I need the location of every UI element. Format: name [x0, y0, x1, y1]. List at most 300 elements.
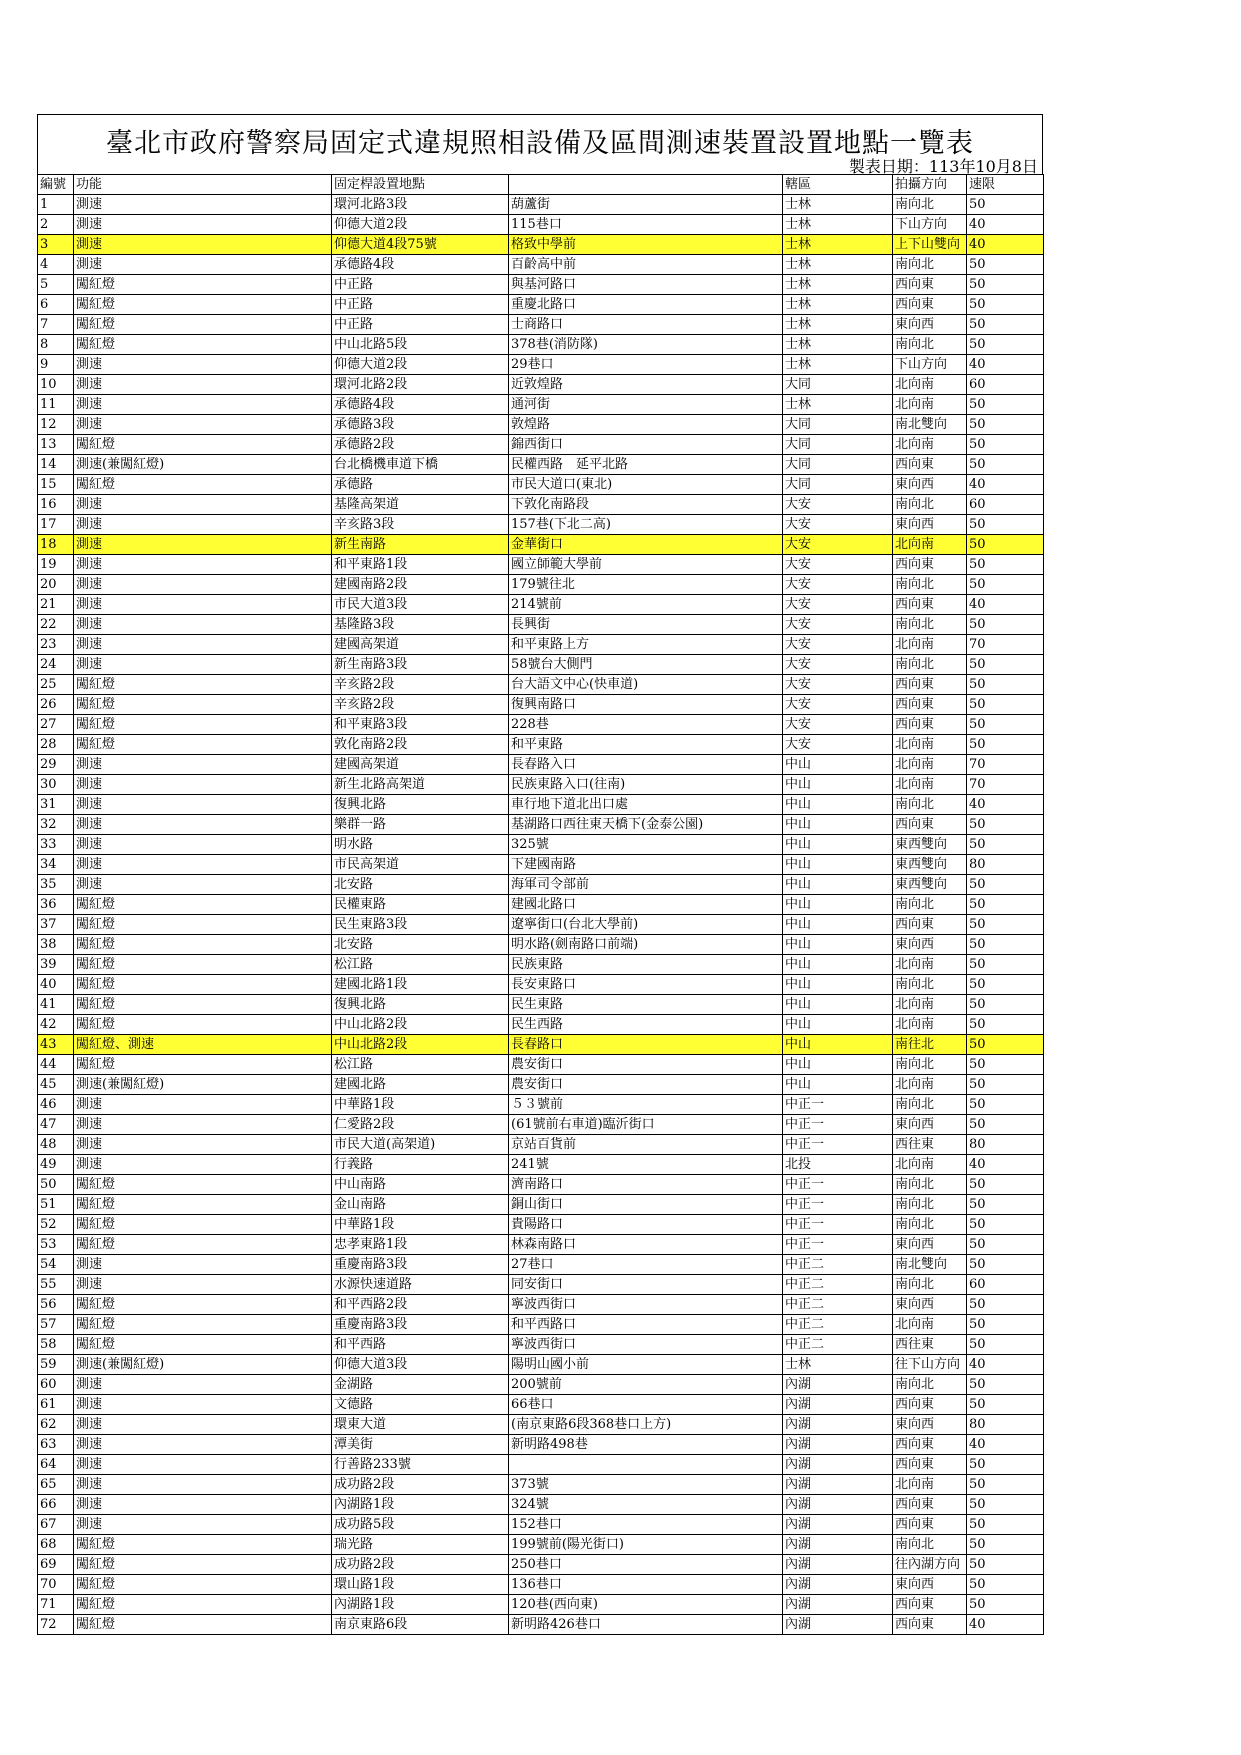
number-cell: 67 [38, 1515, 74, 1535]
location-cell: 敦化南路2段 [332, 735, 509, 755]
table-row [38, 455, 1044, 475]
function-cell: 闖紅燈、測速 [74, 1035, 332, 1055]
table-row [38, 1155, 1044, 1175]
speed-limit-cell: 50 [967, 835, 1044, 855]
direction-cell: 南向北 [893, 1175, 967, 1195]
direction-cell: 北向南 [893, 735, 967, 755]
location-cell: 民生東路3段 [332, 915, 509, 935]
cross-street-cell: 市民大道口(東北) [509, 475, 783, 495]
number-cell: 10 [38, 375, 74, 395]
cross-street-cell: 199號前(陽光街口) [509, 1535, 783, 1555]
function-cell: 測速 [74, 415, 332, 435]
table-row [38, 775, 1044, 795]
cross-street-cell: 下建國南路 [509, 855, 783, 875]
function-cell: 測速 [74, 1435, 332, 1455]
location-cell: 承德路3段 [332, 415, 509, 435]
location-cell: 承德路4段 [332, 395, 509, 415]
speed-limit-cell: 40 [967, 795, 1044, 815]
cross-street-cell: 格致中學前 [509, 235, 783, 255]
direction-cell: 東向西 [893, 935, 967, 955]
location-cell: 環河北路3段 [332, 195, 509, 215]
speed-limit-cell: 70 [967, 755, 1044, 775]
speed-limit-cell: 60 [967, 1275, 1044, 1295]
table-row [38, 1115, 1044, 1135]
location-cell: 明水路 [332, 835, 509, 855]
number-cell: 35 [38, 875, 74, 895]
location-cell: 市民大道(高架道) [332, 1135, 509, 1155]
number-cell: 26 [38, 695, 74, 715]
speed-limit-cell: 40 [967, 475, 1044, 495]
cross-street-cell: 金華街口 [509, 535, 783, 555]
district-cell: 中山 [783, 895, 893, 915]
location-cell: 建國北路1段 [332, 975, 509, 995]
direction-cell: 南向北 [893, 895, 967, 915]
function-cell: 測速 [74, 375, 332, 395]
district-cell: 內湖 [783, 1435, 893, 1455]
district-cell: 大安 [783, 615, 893, 635]
speed-limit-cell: 50 [967, 1315, 1044, 1335]
direction-cell: 南向北 [893, 1275, 967, 1295]
function-cell: 闖紅燈 [74, 995, 332, 1015]
number-cell: 17 [38, 515, 74, 535]
function-cell: 測速 [74, 755, 332, 775]
cross-street-cell: 復興南路口 [509, 695, 783, 715]
table-row [38, 1535, 1044, 1555]
district-cell: 士林 [783, 1355, 893, 1375]
speed-limit-cell: 50 [967, 735, 1044, 755]
table-row [38, 595, 1044, 615]
direction-cell: 東向西 [893, 1415, 967, 1435]
function-cell: 闖紅燈 [74, 1235, 332, 1255]
district-cell: 內湖 [783, 1475, 893, 1495]
district-cell: 大安 [783, 715, 893, 735]
number-cell: 14 [38, 455, 74, 475]
district-cell: 大安 [783, 495, 893, 515]
speed-limit-cell: 50 [967, 255, 1044, 275]
function-cell: 測速 [74, 195, 332, 215]
table-row [38, 1415, 1044, 1435]
district-cell: 中山 [783, 975, 893, 995]
speed-limit-cell: 50 [967, 1195, 1044, 1215]
district-cell: 大同 [783, 455, 893, 475]
speed-limit-cell: 50 [967, 995, 1044, 1015]
location-cell: 行善路233號 [332, 1455, 509, 1475]
header-cell: 功能 [74, 175, 332, 195]
district-cell: 士林 [783, 235, 893, 255]
title-block [37, 114, 1043, 174]
direction-cell: 西往東 [893, 1135, 967, 1155]
location-cell: 辛亥路2段 [332, 675, 509, 695]
table-row [38, 855, 1044, 875]
function-cell: 闖紅燈 [74, 1015, 332, 1035]
direction-cell: 西向東 [893, 455, 967, 475]
function-cell: 闖紅燈 [74, 1555, 332, 1575]
location-cell: 新生南路3段 [332, 655, 509, 675]
location-cell: 仁愛路2段 [332, 1115, 509, 1135]
cross-street-cell: 國立師範大學前 [509, 555, 783, 575]
number-cell: 38 [38, 935, 74, 955]
cross-street-cell: 陽明山國小前 [509, 1355, 783, 1375]
function-cell: 闖紅燈 [74, 295, 332, 315]
function-cell: 測速 [74, 515, 332, 535]
direction-cell: 北向南 [893, 635, 967, 655]
direction-cell: 北向南 [893, 435, 967, 455]
location-cell: 和平西路2段 [332, 1295, 509, 1315]
table-row [38, 1435, 1044, 1455]
speed-limit-cell: 50 [967, 675, 1044, 695]
location-cell: 建國高架道 [332, 635, 509, 655]
table-row [38, 1515, 1044, 1535]
number-cell: 12 [38, 415, 74, 435]
cross-street-cell: 車行地下道北出口處 [509, 795, 783, 815]
direction-cell: 西向東 [893, 1495, 967, 1515]
direction-cell: 西向東 [893, 555, 967, 575]
table-row [38, 1175, 1044, 1195]
district-cell: 大安 [783, 515, 893, 535]
location-cell: 承德路 [332, 475, 509, 495]
table-row [38, 635, 1044, 655]
number-cell: 63 [38, 1435, 74, 1455]
district-cell: 大安 [783, 555, 893, 575]
number-cell: 4 [38, 255, 74, 275]
function-cell: 測速 [74, 1395, 332, 1415]
district-cell: 中山 [783, 1035, 893, 1055]
speed-limit-cell: 50 [967, 275, 1044, 295]
number-cell: 28 [38, 735, 74, 755]
cross-street-cell: 和平東路上方 [509, 635, 783, 655]
number-cell: 25 [38, 675, 74, 695]
district-cell: 大同 [783, 435, 893, 455]
speed-limit-cell: 50 [967, 1595, 1044, 1615]
table-row [38, 615, 1044, 635]
district-cell: 中正二 [783, 1255, 893, 1275]
cross-street-cell: 建國北路口 [509, 895, 783, 915]
cross-street-cell: 台大語文中心(快車道) [509, 675, 783, 695]
table-row [38, 975, 1044, 995]
district-cell: 內湖 [783, 1515, 893, 1535]
table-row [38, 1035, 1044, 1055]
speed-limit-cell: 50 [967, 555, 1044, 575]
speed-limit-cell: 50 [967, 895, 1044, 915]
speed-limit-cell: 50 [967, 935, 1044, 955]
location-cell: 成功路2段 [332, 1555, 509, 1575]
table-row [38, 1075, 1044, 1095]
speed-limit-cell: 50 [967, 715, 1044, 735]
direction-cell: 南向北 [893, 795, 967, 815]
direction-cell: 上下山雙向 [893, 235, 967, 255]
cross-street-cell: 200號前 [509, 1375, 783, 1395]
number-cell: 52 [38, 1215, 74, 1235]
number-cell: 58 [38, 1335, 74, 1355]
number-cell: 23 [38, 635, 74, 655]
table-row [38, 515, 1044, 535]
location-cell: 樂群一路 [332, 815, 509, 835]
cross-street-cell [509, 1455, 783, 1475]
table-row [38, 535, 1044, 555]
district-cell: 中正二 [783, 1275, 893, 1295]
function-cell: 測速 [74, 875, 332, 895]
speed-limit-cell: 40 [967, 215, 1044, 235]
district-cell: 士林 [783, 195, 893, 215]
direction-cell: 西向東 [893, 1455, 967, 1475]
speed-limit-cell: 70 [967, 775, 1044, 795]
function-cell: 測速 [74, 1155, 332, 1175]
district-cell: 內湖 [783, 1395, 893, 1415]
number-cell: 59 [38, 1355, 74, 1375]
cross-street-cell: 民生西路 [509, 1015, 783, 1035]
table-row [38, 375, 1044, 395]
district-cell: 中正一 [783, 1195, 893, 1215]
direction-cell: 東向西 [893, 1115, 967, 1135]
speed-limit-cell: 50 [967, 1555, 1044, 1575]
function-cell: 測速 [74, 795, 332, 815]
cross-street-cell: 157巷(下北二高) [509, 515, 783, 535]
location-cell: 金湖路 [332, 1375, 509, 1395]
cross-street-cell: 通河街 [509, 395, 783, 415]
location-cell: 水源快速道路 [332, 1275, 509, 1295]
speed-limit-cell: 50 [967, 1075, 1044, 1095]
direction-cell: 南北雙向 [893, 415, 967, 435]
cross-street-cell: 同安街口 [509, 1275, 783, 1295]
direction-cell: 東向西 [893, 1235, 967, 1255]
speed-limit-cell: 50 [967, 1235, 1044, 1255]
direction-cell: 西向東 [893, 595, 967, 615]
direction-cell: 南向北 [893, 615, 967, 635]
header-cell: 拍攝方向 [893, 175, 967, 195]
district-cell: 中山 [783, 1075, 893, 1095]
speed-limit-cell: 50 [967, 295, 1044, 315]
location-cell: 承德路4段 [332, 255, 509, 275]
location-cell: 北安路 [332, 875, 509, 895]
speed-limit-cell: 40 [967, 1615, 1044, 1635]
speed-limit-cell: 50 [967, 695, 1044, 715]
speed-limit-cell: 40 [967, 1155, 1044, 1175]
table-row [38, 1015, 1044, 1035]
direction-cell: 西向東 [893, 1615, 967, 1635]
number-cell: 24 [38, 655, 74, 675]
function-cell: 測速(兼闖紅燈) [74, 1355, 332, 1375]
table-row [38, 1395, 1044, 1415]
number-cell: 68 [38, 1535, 74, 1555]
location-cell: 市民高架道 [332, 855, 509, 875]
header-cell: 編號 [38, 175, 74, 195]
header-cell [509, 175, 783, 195]
number-cell: 72 [38, 1615, 74, 1635]
function-cell: 測速 [74, 655, 332, 675]
district-cell: 內湖 [783, 1495, 893, 1515]
direction-cell: 東向西 [893, 475, 967, 495]
district-cell: 大安 [783, 655, 893, 675]
speed-limit-cell: 50 [967, 1175, 1044, 1195]
function-cell: 闖紅燈 [74, 435, 332, 455]
function-cell: 測速 [74, 235, 332, 255]
cross-street-cell: 士商路口 [509, 315, 783, 335]
cross-street-cell: 250巷口 [509, 1555, 783, 1575]
location-cell: 復興北路 [332, 795, 509, 815]
speed-limit-cell: 50 [967, 1375, 1044, 1395]
direction-cell: 西向東 [893, 715, 967, 735]
cross-street-cell: 27巷口 [509, 1255, 783, 1275]
table-row [38, 1335, 1044, 1355]
table-row [38, 1195, 1044, 1215]
cross-street-cell: 120巷(西向東) [509, 1595, 783, 1615]
district-cell: 中山 [783, 1055, 893, 1075]
table-row [38, 215, 1044, 235]
district-cell: 內湖 [783, 1415, 893, 1435]
direction-cell: 北向南 [893, 395, 967, 415]
table-row [38, 255, 1044, 275]
direction-cell: 北向南 [893, 955, 967, 975]
cross-street-cell: 遼寧街口(台北大學前) [509, 915, 783, 935]
direction-cell: 北向南 [893, 1475, 967, 1495]
function-cell: 闖紅燈 [74, 1575, 332, 1595]
number-cell: 2 [38, 215, 74, 235]
district-cell: 內湖 [783, 1555, 893, 1575]
location-cell: 基隆路3段 [332, 615, 509, 635]
direction-cell: 南向北 [893, 1195, 967, 1215]
document-sheet [37, 114, 1043, 1635]
location-cell: 環河北路2段 [332, 375, 509, 395]
speed-limit-cell: 50 [967, 955, 1044, 975]
district-cell: 大安 [783, 695, 893, 715]
location-cell: 中正路 [332, 315, 509, 335]
table-row [38, 795, 1044, 815]
district-cell: 大安 [783, 735, 893, 755]
cross-street-cell: 農安街口 [509, 1075, 783, 1095]
function-cell: 闖紅燈 [74, 1315, 332, 1335]
cross-street-cell: 29巷口 [509, 355, 783, 375]
direction-cell: 北向南 [893, 535, 967, 555]
location-cell: 和平西路 [332, 1335, 509, 1355]
header-cell: 轄區 [783, 175, 893, 195]
direction-cell: 西向東 [893, 915, 967, 935]
location-cell: 成功路2段 [332, 1475, 509, 1495]
district-cell: 北投 [783, 1155, 893, 1175]
direction-cell: 西向東 [893, 295, 967, 315]
district-cell: 內湖 [783, 1455, 893, 1475]
table-row [38, 195, 1044, 215]
function-cell: 闖紅燈 [74, 935, 332, 955]
district-cell: 中山 [783, 915, 893, 935]
direction-cell: 西往東 [893, 1335, 967, 1355]
number-cell: 8 [38, 335, 74, 355]
cross-street-cell: 民族東路入口(往南) [509, 775, 783, 795]
direction-cell: 南向北 [893, 255, 967, 275]
table-row [38, 1275, 1044, 1295]
location-cell: 仰德大道2段 [332, 215, 509, 235]
number-cell: 61 [38, 1395, 74, 1415]
table-row [38, 895, 1044, 915]
function-cell: 闖紅燈 [74, 275, 332, 295]
speed-limit-cell: 50 [967, 975, 1044, 995]
direction-cell: 東向西 [893, 315, 967, 335]
location-cell: 基隆高架道 [332, 495, 509, 515]
number-cell: 57 [38, 1315, 74, 1335]
district-cell: 大同 [783, 475, 893, 495]
district-cell: 中正二 [783, 1335, 893, 1355]
speed-limit-cell: 70 [967, 635, 1044, 655]
speed-limit-cell: 50 [967, 515, 1044, 535]
number-cell: 34 [38, 855, 74, 875]
district-cell: 大安 [783, 535, 893, 555]
function-cell: 測速 [74, 1515, 332, 1535]
table-row [38, 955, 1044, 975]
direction-cell: 東西雙向 [893, 835, 967, 855]
direction-cell: 南向北 [893, 335, 967, 355]
location-cell: 復興北路 [332, 995, 509, 1015]
direction-cell: 南向北 [893, 575, 967, 595]
speed-limit-cell: 50 [967, 1295, 1044, 1315]
direction-cell: 西向東 [893, 1515, 967, 1535]
print-date: 製表日期：113年10月8日 [848, 157, 1038, 176]
header-cell: 速限 [967, 175, 1044, 195]
direction-cell: 東向西 [893, 515, 967, 535]
function-cell: 闖紅燈 [74, 1295, 332, 1315]
speed-limit-cell: 50 [967, 1535, 1044, 1555]
district-cell: 中山 [783, 795, 893, 815]
number-cell: 9 [38, 355, 74, 375]
speed-limit-cell: 50 [967, 815, 1044, 835]
district-cell: 大安 [783, 635, 893, 655]
district-cell: 大同 [783, 375, 893, 395]
table-row [38, 875, 1044, 895]
location-cell: 民權東路 [332, 895, 509, 915]
location-cell: 松江路 [332, 955, 509, 975]
function-cell: 測速 [74, 1275, 332, 1295]
district-cell: 中山 [783, 935, 893, 955]
district-cell: 大同 [783, 415, 893, 435]
direction-cell: 北向南 [893, 1155, 967, 1175]
cross-street-cell: 325號 [509, 835, 783, 855]
location-cell: 仰德大道3段 [332, 1355, 509, 1375]
location-cell: 中山北路2段 [332, 1015, 509, 1035]
function-cell: 測速 [74, 835, 332, 855]
location-cell: 中正路 [332, 275, 509, 295]
location-cell: 辛亥路3段 [332, 515, 509, 535]
location-cell: 中華路1段 [332, 1215, 509, 1235]
direction-cell: 西向東 [893, 1395, 967, 1415]
speed-limit-cell: 80 [967, 855, 1044, 875]
district-cell: 中山 [783, 995, 893, 1015]
function-cell: 闖紅燈 [74, 1175, 332, 1195]
number-cell: 22 [38, 615, 74, 635]
district-cell: 大安 [783, 575, 893, 595]
cross-street-cell: 葫蘆街 [509, 195, 783, 215]
district-cell: 士林 [783, 355, 893, 375]
table-row [38, 835, 1044, 855]
district-cell: 中正一 [783, 1095, 893, 1115]
direction-cell: 西向東 [893, 1435, 967, 1455]
direction-cell: 南向北 [893, 975, 967, 995]
number-cell: 56 [38, 1295, 74, 1315]
location-cell: 新生南路 [332, 535, 509, 555]
function-cell: 測速 [74, 1475, 332, 1495]
cross-street-cell: 新明路426巷口 [509, 1615, 783, 1635]
table-row [38, 275, 1044, 295]
table-row [38, 1055, 1044, 1075]
table-row [38, 1595, 1044, 1615]
location-cell: 金山南路 [332, 1195, 509, 1215]
table-row [38, 715, 1044, 735]
number-cell: 33 [38, 835, 74, 855]
table-row [38, 1135, 1044, 1155]
district-cell: 中正一 [783, 1215, 893, 1235]
direction-cell: 南向北 [893, 195, 967, 215]
number-cell: 36 [38, 895, 74, 915]
function-cell: 測速 [74, 855, 332, 875]
direction-cell: 南往北 [893, 1035, 967, 1055]
table-row [38, 1215, 1044, 1235]
